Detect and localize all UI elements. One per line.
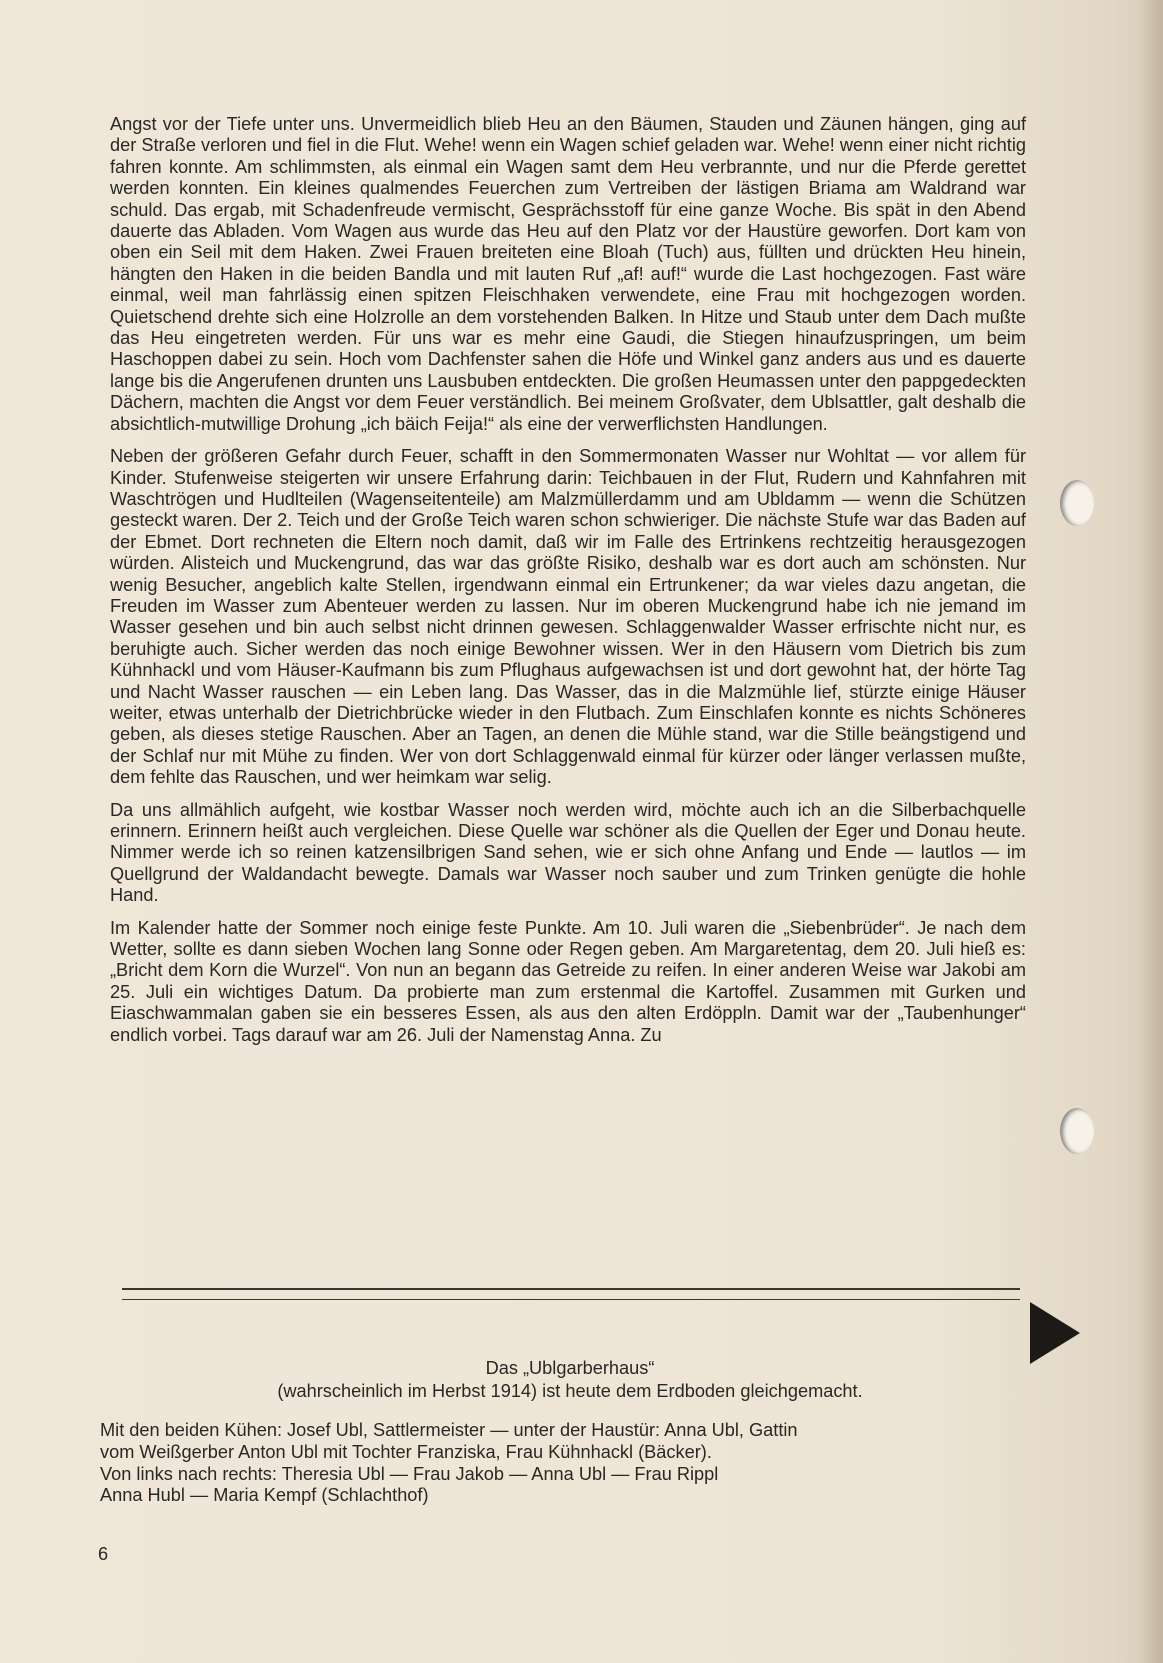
caption-title: Das „Ublgarberhaus“ xyxy=(485,1358,655,1378)
paragraph-silberbach-spring: Da uns allmählich aufgeht, wie kostbar Wasser noch werden wird, möchte auch ich an die Silberbachquelle erinnern. Erinnern heißt auch vergleichen. Diese Quelle war schöner als die Quellen der Eger und Donau heute. Nimmer werde ich so reinen katzensilbrigen Sand sehen, wie er sich ohne Anfang und Ende — lautlos — im Quellgrund der Waldandacht bewegte. Damals war Wasser noch sauber und zum Trinken genügte die hohle Hand. xyxy=(110,799,1026,906)
article-body xyxy=(110,114,1026,1057)
paragraph-calendar: Im Kalender hatte der Sommer noch einige feste Punkte. Am 10. Juli waren die „Siebenbrüder“. Je nach dem Wetter, sollte es dann sieben Wochen lang Sonne oder Regen geben. Am Margaretentag, dem 20. Juli hieß es: „Bricht dem Korn die Wurzel“. Von nun an begann das Getreide zu reifen. In einer anderen Weise war Jakobi am 25. Juli ein wichtiges Datum. Da probierte man zum erstenmal die Kartoffel. Zusammen mit Gurken und Eiaschwammalan gaben sie ein besseres Essen, als aus den alten Erdöppln. Damit war der „Taubenhunger“ endlich vorbei. Tags darauf war am 26. Juli der Namenstag Anna. Zu xyxy=(110,917,1026,1045)
punch-hole-icon xyxy=(1060,480,1094,526)
caption-subtitle: (wahrscheinlich im Herbst 1914) ist heute dem Erdboden gleichgemacht. xyxy=(277,1381,863,1401)
continue-arrow-icon xyxy=(1030,1302,1080,1364)
credit-line: vom Weißgerber Anton Ubl mit Tochter Franziska, Frau Kühnhackl (Bäcker). xyxy=(100,1441,712,1462)
punch-hole-icon xyxy=(1060,1108,1094,1154)
photo-caption xyxy=(100,1357,1040,1403)
paragraph-water: Neben der größeren Gefahr durch Feuer, schafft in den Sommermonaten Wasser nur Wohltat — vor allem für Kinder. Stufenweise steigerten wir unsere Erfahrung darin: Teichbauen in der Flut, Rudern und Kahnfahren mit Waschtrögen und Hudlteilen (Wagenseitenteile) am Malzmüllerdamm und am Ubldamm — wenn die Schützen gesteckt waren. Der 2. Teich und der Große Teich waren schon schwieriger. Die nächste Stufe war das Baden auf der Ebmet. Dort rechneten die Eltern noch damit, daß wir im Falle des Ertrinkens rechtzeitig herausgezogen würden. Alisteich und Muckengrund, das war das größte Risiko, deshalb war es dort auch am schönsten. Nur wenig Besucher, angeblich kalte Stellen, irgendwann einmal ein Ertrunkener; da war vieles dazu angetan, die Freuden im Wasser zum Abenteuer werden zu lassen. Nur im oberen Muckengrund habe ich nie jemand im Wasser gesehen und bin auch selbst nicht drinnen gewesen. Schlaggenwalder Wasser erfrischte nicht nur, es beruhigte auch. Sicher werden das noch einige Bewohner wissen. Wer in den Häusern vom Dietrich bis zum Kühnhackl und vom Häuser-Kaufmann bis zum Pflughaus aufgewachsen ist und dort gewohnt hat, der hörte Tag und Nacht Wasser rauschen — ein Leben lang. Das Wasser, das in die Malzmühle lief, stürzte einige Häuser weiter, etwas unterhalb der Dietrichbrücke wieder in den Flutbach. Zum Einschlafen konnte es nichts Schöneres geben, als dieses stetige Rauschen. Aber an Tagen, an denen die Mühle stand, war die Stille beängstigend und der Schlaf nur mit Mühe zu finden. Wer von dort Schlaggenwald einmal für kürzer oder länger verlassen mußte, dem fehlte das Rauschen, und wer heimkam war selig. xyxy=(110,446,1026,788)
credit-line: Anna Hubl — Maria Kempf (Schlachthof) xyxy=(100,1485,429,1506)
page-number: 6 xyxy=(98,1544,109,1564)
double-rule-divider xyxy=(122,1288,1020,1300)
paragraph-hay-harvest: Angst vor der Tiefe unter uns. Unvermeidlich blieb Heu an den Bäumen, Stauden und Zäunen hängen, ging auf der Straße verloren und fiel in die Flut. Wehe! wenn ein Wagen schief geladen war. Wehe! wenn einer nicht richtig fahren konnte. Am schlimmsten, als einmal ein Wagen samt dem Heu verbrannte, und nur die Pferde gerettet werden konnten. Ein kleines qualmendes Feuerchen zum Vertreiben der lästigen Briama am Waldrand war schuld. Das ergab, mit Schadenfreude vermischt, Gesprächsstoff für eine ganze Woche. Bis spät in den Abend dauerte das Abladen. Vom Wagen aus wurde das Heu auf den Platz vor der Haustüre geworfen. Dort kam von oben ein Seil mit dem Haken. Zwei Frauen breiteten eine Bloah (Tuch) aus, füllten und drückten Heu hinein, hängten den Haken in die beiden Bandla und mit lauten Ruf „af! auf!“ wurde die Last hochgezogen. Fast wäre einmal, weil man fahrlässig einen spitzen Fleischhaken verwendete, eine Frau mit hochgezogen worden. Quietschend drehte sich eine Holzrolle an dem vorstehenden Balken. In Hitze und Staub unter dem Dach mußte das Heu eingetreten werden. Für uns war es mehr eine Gaudi, die Stiegen hinaufzuspringen, um beim Haschoppen dabei zu sein. Hoch vom Dachfenster sahen die Höfe und Winkel ganz anders aus und es dauerte lange bis die Angerufenen drunten uns Lausbuben entdeckten. Die großen Heumassen unter den pappgedeckten Dächern, machten die Angst vor dem Feuer verständlich. Bei meinem Großvater, dem Ublsattler, galt deshalb die absichtlich-mutwillige Drohung „ich bäich Feija!“ als eine der verwerflichsten Handlungen. xyxy=(110,114,1026,434)
photo-credits xyxy=(100,1420,1040,1507)
credit-line: Von links nach rechts: Theresia Ubl — Frau Jakob — Anna Ubl — Frau Rippl xyxy=(100,1463,719,1484)
credit-line: Mit den beiden Kühen: Josef Ubl, Sattlermeister — unter der Haustür: Anna Ubl, Gattin xyxy=(100,1420,798,1440)
page-edge-shadow xyxy=(1137,0,1163,1663)
